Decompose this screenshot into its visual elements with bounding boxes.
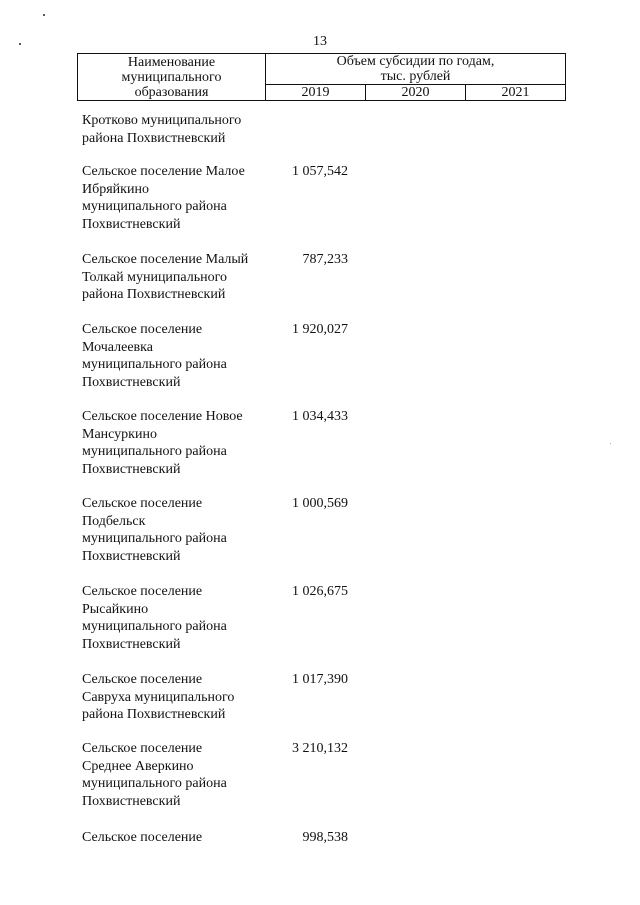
municipality-name [82, 495, 272, 565]
municipality-name-line: Кротково муниципального [82, 113, 242, 128]
page-number: 13 [313, 34, 327, 49]
municipality-name-line: Сельское поселение [82, 496, 203, 511]
municipality-name [82, 671, 272, 724]
municipality-name [82, 829, 272, 847]
column-header-name [78, 54, 266, 101]
municipality-name [82, 251, 272, 304]
municipality-name-line: муниципального района [82, 776, 227, 791]
municipality-name-line: Среднее Аверкино [82, 758, 194, 774]
municipality-name-line: муниципального района [82, 199, 227, 214]
municipality-name-line: Похвистневский [82, 548, 181, 564]
subsidy-2019-value: 1 034,433 [292, 409, 348, 424]
column-header-subsidy [266, 54, 566, 85]
municipality-name-line: Мансуркино [82, 426, 157, 442]
header-name-line: Наименование [127, 55, 216, 70]
municipality-name-line: Похвистневский [82, 216, 181, 232]
municipality-name [82, 321, 272, 391]
municipality-name-line: Сельское поселение Малое [82, 164, 245, 179]
subsidy-2019-value: 3 210,132 [292, 741, 348, 756]
municipality-name-line: Савруха муниципального [82, 689, 235, 705]
scan-speck [43, 14, 45, 16]
subsidy-2019-value: 1 017,390 [292, 672, 348, 687]
municipality-name [82, 408, 272, 478]
column-header-year: 2020 [366, 85, 466, 101]
municipality-name-line: муниципального района [82, 531, 227, 546]
municipality-name-line: Ибряйкино [82, 181, 149, 197]
municipality-name-line: Сельское поселение [82, 322, 203, 337]
municipality-name-line: района Похвистневский [82, 130, 226, 146]
subsidy-2019-value: 787,233 [302, 252, 348, 267]
municipality-name-line: Сельское поселение [82, 830, 203, 845]
municipality-name-line: района Похвистневский [82, 707, 226, 722]
subsidy-2019-value: 1 920,027 [292, 322, 348, 337]
header-subsidy-line: Объем субсидии по годам, [336, 54, 495, 69]
column-header-year: 2019 [266, 85, 366, 101]
table-header [77, 53, 566, 101]
municipality-name-line: Подбельск [82, 513, 146, 529]
municipality-name-line: Сельское поселение Малый [82, 252, 249, 267]
municipality-name-line: Похвистневский [82, 374, 181, 390]
municipality-name [82, 163, 272, 233]
header-name-line: образования [134, 85, 209, 100]
municipality-name-line: Мочалеевка [82, 339, 153, 355]
header-subsidy-line: тыс. рублей [380, 69, 451, 84]
municipality-name [82, 583, 272, 653]
municipality-name-line: Похвистневский [82, 793, 181, 809]
column-header-year: 2021 [466, 85, 566, 101]
municipality-name-line: Рысайкино [82, 601, 149, 617]
municipality-name [82, 740, 272, 810]
municipality-name-line: Сельское поселение Новое [82, 409, 243, 424]
municipality-name-line: Похвистневский [82, 636, 181, 652]
header-name-line: муниципального [121, 70, 222, 85]
municipality-name-line: Сельское поселение [82, 584, 203, 599]
municipality-name-line: Похвистневский [82, 461, 181, 477]
municipality-name-line: Толкай муниципального [82, 269, 228, 285]
municipality-name-line: муниципального района [82, 357, 227, 372]
municipality-name-line: Сельское поселение [82, 741, 203, 756]
subsidy-2019-value: 1 000,569 [292, 496, 348, 511]
subsidy-2019-value: 1 026,675 [292, 584, 348, 599]
municipality-name [82, 112, 272, 147]
subsidy-2019-value: 1 057,542 [292, 164, 348, 179]
municipality-name-line: района Похвистневский [82, 287, 226, 302]
subsidy-2019-value: 998,538 [302, 830, 348, 845]
municipality-name-line: муниципального района [82, 619, 227, 634]
municipality-name-line: Сельское поселение [82, 672, 203, 687]
scan-speck [610, 443, 611, 444]
municipality-name-line: муниципального района [82, 444, 227, 459]
